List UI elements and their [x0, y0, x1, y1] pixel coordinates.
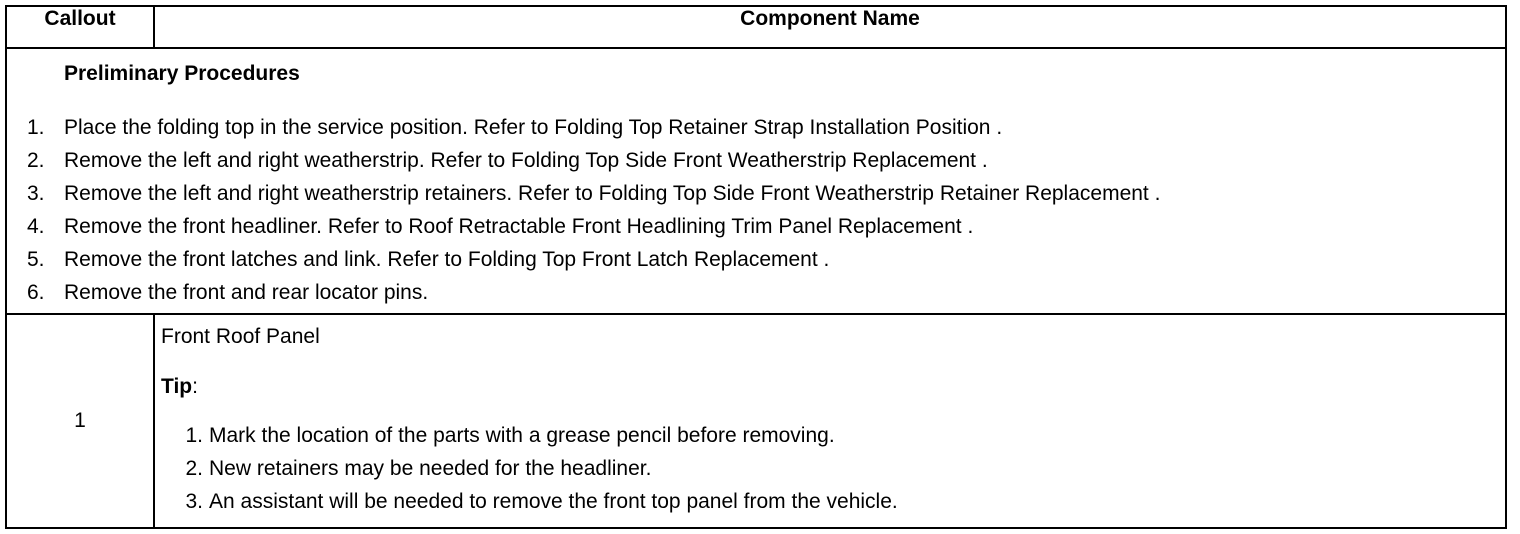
component-row: [6, 314, 1506, 528]
preliminary-step: [7, 111, 1505, 144]
tip-label: Tip: [161, 375, 193, 398]
preliminary-cell: [6, 48, 1506, 314]
tip-item: [161, 419, 1505, 452]
tip-item: [161, 485, 1505, 518]
preliminary-title: Preliminary Procedures: [64, 62, 300, 85]
header-row: [6, 6, 1506, 48]
tip-number: 3.: [185, 490, 203, 513]
step-number: 2.: [27, 149, 45, 172]
step-number: 3.: [27, 182, 45, 205]
preliminary-row: [6, 48, 1506, 314]
step-text: Remove the front headliner. Refer to Roof Retractable Front Headlining Trim Panel Replacement .: [64, 215, 974, 238]
tip-text: Mark the location of the parts with a grease pencil before removing.: [209, 424, 835, 447]
step-text: Remove the left and right weatherstrip retainers. Refer to Folding Top Side Front Weatherstrip Retainer Replacement .: [64, 182, 1161, 205]
tip-text: New retainers may be needed for the headliner.: [209, 457, 652, 480]
tips-list: [161, 419, 1505, 518]
procedure-table: [5, 5, 1507, 529]
tip-number: 2.: [185, 457, 203, 480]
step-number: 1.: [27, 116, 45, 139]
preliminary-step: [7, 210, 1505, 243]
callout-header: Callout: [6, 6, 154, 48]
step-text: Remove the front latches and link. Refer to Folding Top Front Latch Replacement .: [64, 248, 830, 271]
tip-item: [161, 452, 1505, 485]
component-cell: [154, 314, 1506, 528]
tip-number: 1.: [185, 424, 203, 447]
preliminary-step: [7, 177, 1505, 210]
preliminary-step: [7, 144, 1505, 177]
tip-heading: [161, 375, 1505, 399]
tip-colon: :: [192, 375, 198, 398]
step-text: Place the folding top in the service position. Refer to Folding Top Retainer Strap Installation Position .: [64, 116, 1003, 139]
step-number: 6.: [27, 281, 45, 304]
step-text: Remove the front and rear locator pins.: [64, 281, 429, 304]
callout-number: 1: [6, 314, 154, 528]
component-name: Front Roof Panel: [161, 325, 320, 348]
component-name-header: Component Name: [154, 6, 1506, 48]
preliminary-step: [7, 276, 1505, 309]
step-text: Remove the left and right weatherstrip. Refer to Folding Top Side Front Weatherstrip Replacement .: [64, 149, 988, 172]
preliminary-step: [7, 243, 1505, 276]
step-number: 4.: [27, 215, 45, 238]
step-number: 5.: [27, 248, 45, 271]
preliminary-steps-list: [7, 111, 1505, 309]
tip-text: An assistant will be needed to remove the front top panel from the vehicle.: [209, 490, 898, 513]
